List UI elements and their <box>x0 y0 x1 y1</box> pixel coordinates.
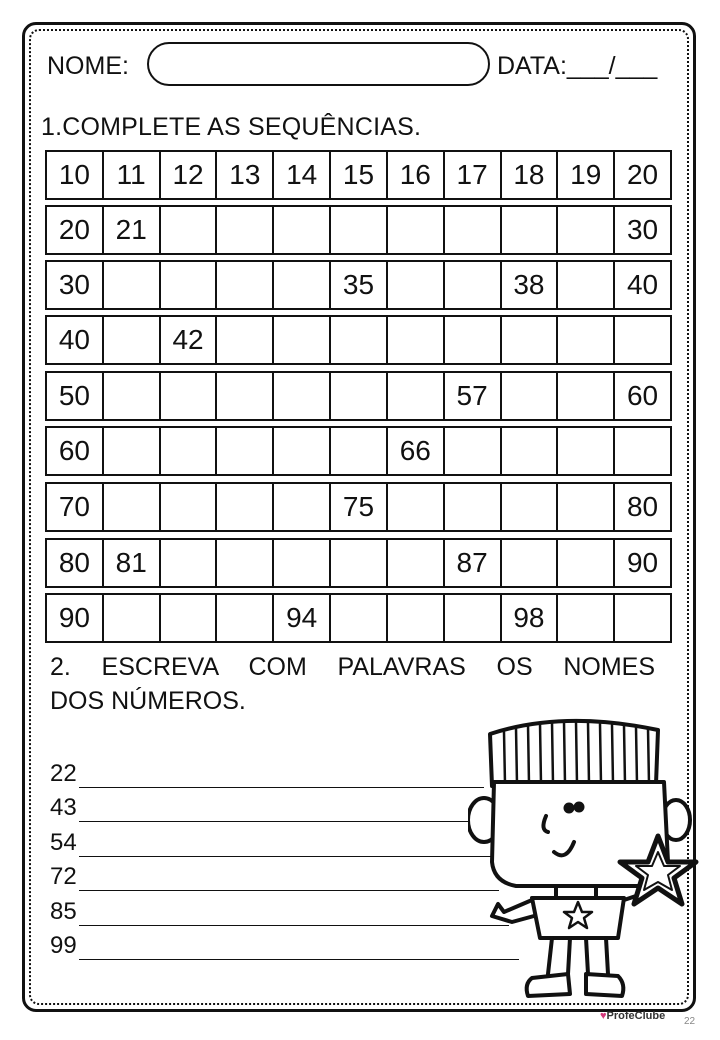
sequence-cell[interactable] <box>217 262 274 308</box>
sequence-cell[interactable] <box>558 207 615 253</box>
sequence-cell[interactable] <box>104 595 161 641</box>
sequence-cell[interactable] <box>161 484 218 530</box>
sequence-cell[interactable] <box>331 317 388 363</box>
sequence-cell[interactable] <box>558 484 615 530</box>
sequence-cell[interactable]: 60 <box>626 380 659 411</box>
sequence-cell[interactable]: 11 <box>104 152 161 198</box>
sequence-cell[interactable]: 10 <box>47 152 104 198</box>
answer-line[interactable] <box>79 937 519 960</box>
profeclube-logo: ♥ProfeClube <box>600 1010 666 1022</box>
sequence-cell[interactable]: 70 <box>47 484 104 530</box>
sequence-row <box>45 150 672 200</box>
sequence-cell[interactable] <box>217 484 274 530</box>
number-word-line <box>50 932 519 960</box>
number-word-line <box>50 794 474 822</box>
sequence-cell[interactable]: 81 <box>104 540 161 586</box>
sequence-cell[interactable] <box>388 484 445 530</box>
sequence-cell[interactable] <box>445 317 502 363</box>
sequence-row <box>45 315 672 365</box>
sequence-cell[interactable] <box>331 595 388 641</box>
sequence-cell[interactable]: 30 <box>47 262 104 308</box>
page-number: 22 <box>684 1016 696 1027</box>
sequence-cell[interactable] <box>217 207 274 253</box>
sequence-cell[interactable]: 40 <box>47 317 104 363</box>
sequence-cell[interactable]: 60 <box>47 428 104 474</box>
sequence-cell[interactable]: 16 <box>388 152 445 198</box>
sequence-cell[interactable] <box>502 540 559 586</box>
sequence-cell[interactable] <box>161 428 218 474</box>
sequence-cell[interactable] <box>558 595 615 641</box>
number-word-line <box>50 863 499 891</box>
sequence-cell[interactable] <box>445 484 502 530</box>
sequence-row <box>45 260 672 310</box>
sequence-cell[interactable]: 38 <box>502 262 559 308</box>
sequence-cell[interactable]: 80 <box>626 491 659 522</box>
sequence-cell[interactable]: 12 <box>161 152 218 198</box>
sequence-cell[interactable] <box>388 595 445 641</box>
sequence-cell[interactable] <box>558 262 615 308</box>
sequence-cell[interactable]: 21 <box>104 207 161 253</box>
answer-line[interactable] <box>79 799 474 822</box>
answer-line[interactable] <box>79 903 509 926</box>
sequence-cell[interactable] <box>388 262 445 308</box>
sequence-cell[interactable]: 90 <box>626 547 659 578</box>
sequence-cell[interactable]: 20 <box>47 207 104 253</box>
sequence-row <box>45 205 672 255</box>
sequence-cell[interactable] <box>502 317 559 363</box>
boy-with-star-illustration <box>468 712 700 1012</box>
sequence-cell[interactable] <box>274 317 331 363</box>
sequence-cell[interactable]: 17 <box>445 152 502 198</box>
sequence-cell[interactable] <box>331 540 388 586</box>
sequence-cell[interactable]: 14 <box>274 152 331 198</box>
exercise2-title <box>50 650 655 718</box>
sequence-cell[interactable] <box>331 207 388 253</box>
sequence-cell[interactable] <box>104 373 161 419</box>
sequence-cell[interactable]: 87 <box>445 540 502 586</box>
name-field[interactable] <box>147 42 490 86</box>
sequence-row <box>45 426 672 476</box>
sequence-cell[interactable] <box>217 428 274 474</box>
sequence-cell[interactable] <box>388 317 445 363</box>
answer-line[interactable] <box>79 868 499 891</box>
sequence-cell[interactable]: 20 <box>626 159 659 190</box>
sequence-cell[interactable]: 50 <box>47 373 104 419</box>
sequence-cell[interactable] <box>104 484 161 530</box>
exercise2-title-line2: DOS NÚMEROS. <box>50 687 246 715</box>
sequence-cell[interactable] <box>445 595 502 641</box>
number-word-line <box>50 760 484 788</box>
sequence-cell[interactable] <box>217 317 274 363</box>
number-label: 54 <box>50 829 77 856</box>
sequence-cell[interactable] <box>615 428 670 474</box>
sequence-cell[interactable] <box>161 207 218 253</box>
number-label: 85 <box>50 898 77 925</box>
sequence-cell[interactable] <box>615 317 670 363</box>
date-label: DATA:___/___ <box>497 52 658 80</box>
sequence-cell[interactable] <box>217 595 274 641</box>
heart-icon: ♥ <box>600 1010 607 1022</box>
sequence-cell[interactable]: 80 <box>47 540 104 586</box>
sequence-cell[interactable]: 35 <box>331 262 388 308</box>
sequence-cell[interactable] <box>274 484 331 530</box>
sequence-cell[interactable] <box>161 373 218 419</box>
sequence-cell[interactable] <box>217 540 274 586</box>
name-label: NOME: <box>47 52 129 80</box>
sequence-cell[interactable] <box>274 262 331 308</box>
sequence-row <box>45 538 672 588</box>
sequence-cell[interactable] <box>388 540 445 586</box>
sequence-cell[interactable] <box>388 207 445 253</box>
sequence-cell[interactable] <box>445 262 502 308</box>
sequence-cell[interactable]: 90 <box>47 595 104 641</box>
exercise1-title: 1.COMPLETE AS SEQUÊNCIAS. <box>41 113 422 141</box>
sequence-cell[interactable] <box>161 540 218 586</box>
sequence-cell[interactable]: 18 <box>502 152 559 198</box>
sequence-cell[interactable] <box>502 373 559 419</box>
answer-line[interactable] <box>79 834 499 857</box>
sequence-cell[interactable] <box>331 373 388 419</box>
sequence-row <box>45 593 672 643</box>
sequence-cell[interactable]: 40 <box>626 269 659 300</box>
number-label: 72 <box>50 863 77 890</box>
sequence-cell[interactable] <box>331 428 388 474</box>
sequence-cell[interactable] <box>502 484 559 530</box>
sequence-cell[interactable]: 98 <box>502 595 559 641</box>
answer-line[interactable] <box>79 765 484 788</box>
number-word-line <box>50 898 509 926</box>
sequence-cell[interactable] <box>274 373 331 419</box>
sequence-cell[interactable] <box>558 373 615 419</box>
exercise2-title-line1: 2. ESCREVA COM PALAVRAS OS NOMES <box>50 653 655 681</box>
sequence-cell[interactable]: 94 <box>274 595 331 641</box>
sequence-cell[interactable] <box>104 262 161 308</box>
sequence-cell[interactable] <box>161 262 218 308</box>
sequence-cell[interactable] <box>558 428 615 474</box>
sequence-cell[interactable] <box>161 595 218 641</box>
sequence-cell[interactable]: 57 <box>445 373 502 419</box>
sequence-cell[interactable]: 13 <box>217 152 274 198</box>
number-label: 22 <box>50 760 77 787</box>
number-label: 99 <box>50 932 77 959</box>
sequence-cell[interactable] <box>445 207 502 253</box>
sequence-row <box>45 371 672 421</box>
sequence-cell[interactable] <box>558 540 615 586</box>
sequence-cell[interactable]: 30 <box>626 214 659 245</box>
sequence-row <box>45 482 672 532</box>
sequence-cell[interactable] <box>104 428 161 474</box>
number-word-line <box>50 829 499 857</box>
sequence-cell[interactable] <box>502 207 559 253</box>
sequence-cell[interactable] <box>274 428 331 474</box>
sequence-cell[interactable]: 75 <box>331 484 388 530</box>
sequence-cell[interactable] <box>615 595 670 641</box>
sequence-cell[interactable]: 15 <box>331 152 388 198</box>
sequence-cell[interactable] <box>558 317 615 363</box>
number-label: 43 <box>50 794 77 821</box>
sequence-cell[interactable] <box>274 207 331 253</box>
sequence-cell[interactable] <box>388 373 445 419</box>
sequence-cell[interactable] <box>502 428 559 474</box>
sequence-cell[interactable]: 42 <box>161 317 218 363</box>
sequence-cell[interactable] <box>445 428 502 474</box>
sequence-cell[interactable] <box>104 317 161 363</box>
sequence-cell[interactable]: 66 <box>388 428 445 474</box>
sequence-cell[interactable] <box>274 540 331 586</box>
sequence-cell[interactable] <box>217 373 274 419</box>
sequence-cell[interactable]: 19 <box>558 152 615 198</box>
